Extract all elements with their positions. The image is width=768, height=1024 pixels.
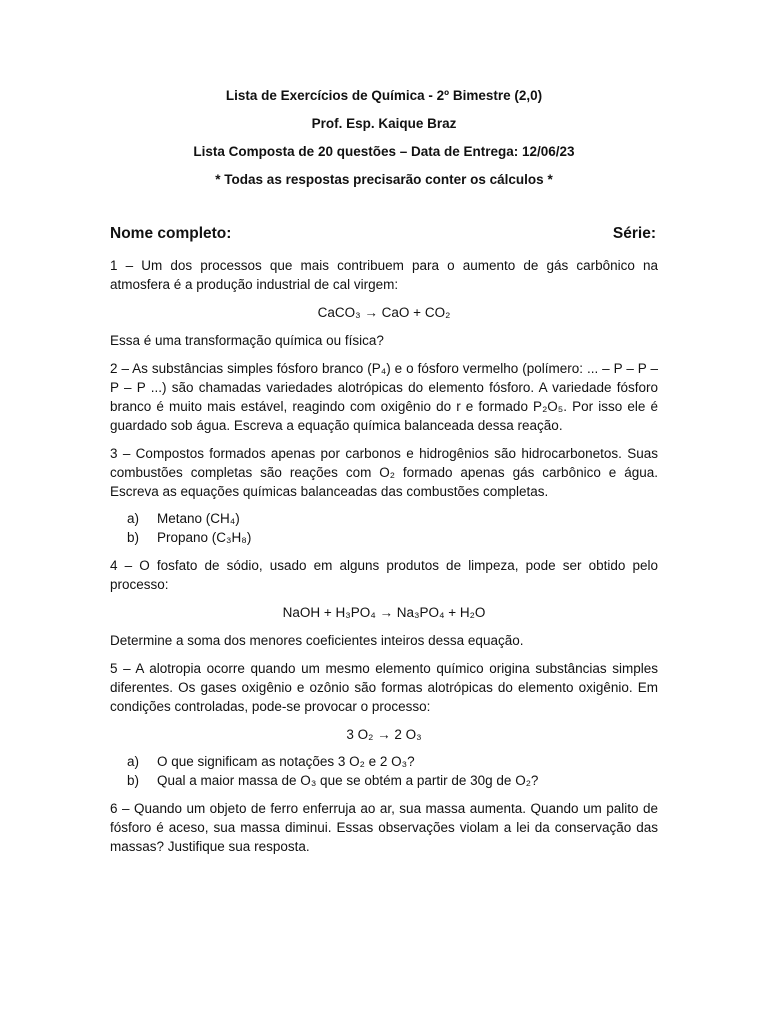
question-5-equation: 3 O₂ → 2 O₃ bbox=[346, 727, 422, 742]
list-item: a) Metano (CH₄) bbox=[127, 511, 240, 526]
question-4-equation: NaOH + H₃PO₄ → Na₃PO₄ + H₂O bbox=[282, 605, 486, 620]
question-1-text: 1 – Um dos processos que mais contribuem para o aumento de gás carbônico na atmosfera é a produção industrial de cal virgem: bbox=[110, 258, 658, 292]
list-info: Lista Composta de 20 questões – Data de Entrega: 12/06/23 bbox=[193, 144, 575, 159]
list-item: a) O que significam as notações 3 O₂ e 2 O₃? bbox=[127, 754, 415, 769]
list-item: b) Qual a maior massa de O₃ que se obtém a partir de 30g de O₂? bbox=[127, 773, 539, 788]
question-5-text: 5 – A alotropia ocorre quando um mesmo elemento químico origina substâncias simples diferentes. Os gases oxigênio e ozônio são formas alotrópicas do elemento oxigênio. Em condições controladas, pode-se provocar o processo: bbox=[110, 661, 658, 714]
document-title: Lista de Exercícios de Química - 2º Bimestre (2,0) bbox=[225, 88, 543, 103]
calculation-note: * Todas as respostas precisarão conter os cálculos * bbox=[215, 172, 553, 187]
question-3-text: 3 – Compostos formados apenas por carbonos e hidrogênios são hidrocarbonetos. Suas combustões completas são reações com O₂ formado apenas gás carbônico e água. Escreva as equações químicas balanceadas das combustões completas. bbox=[110, 446, 658, 499]
question-2-text: 2 – As substâncias simples fósforo branco (P₄) e o fósforo vermelho (polímero: ... – P – P – P – P ...) são chamadas variedades alotrópicas do elemento fósforo. A variedade fósforo branco é muito mais estável, reagindo com oxigênio do r e formado P₂O₅. Por isso ele é guardado sob água. Escreva a equação química balanceada dessa reação. bbox=[110, 361, 658, 433]
document-header bbox=[110, 0, 658, 187]
question-5-options bbox=[110, 752, 658, 790]
question-6-text: 6 – Quando um objeto de ferro enferruja ao ar, sua massa aumenta. Quando um palito de fósforo é aceso, sua massa diminui. Essas observações violam a lei da conservação das massas? Justifique sua resposta. bbox=[110, 801, 658, 854]
question-3-options bbox=[110, 509, 658, 547]
serie-label: Série: bbox=[612, 225, 656, 242]
student-info-row bbox=[110, 225, 658, 243]
list-item: b) Propano (C₃H₈) bbox=[127, 530, 252, 545]
question-1-equation: CaCO₃ → CaO + CO₂ bbox=[317, 305, 451, 320]
question-4-ask: Determine a soma dos menores coeficientes inteiros dessa equação. bbox=[110, 633, 524, 648]
name-label: Nome completo: bbox=[110, 225, 232, 242]
question-1-ask: Essa é uma transformação química ou física? bbox=[110, 333, 384, 348]
teacher-name: Prof. Esp. Kaique Braz bbox=[311, 116, 457, 131]
question-4-text: 4 – O fosfato de sódio, usado em alguns produtos de limpeza, pode ser obtido pelo processo: bbox=[110, 558, 658, 592]
